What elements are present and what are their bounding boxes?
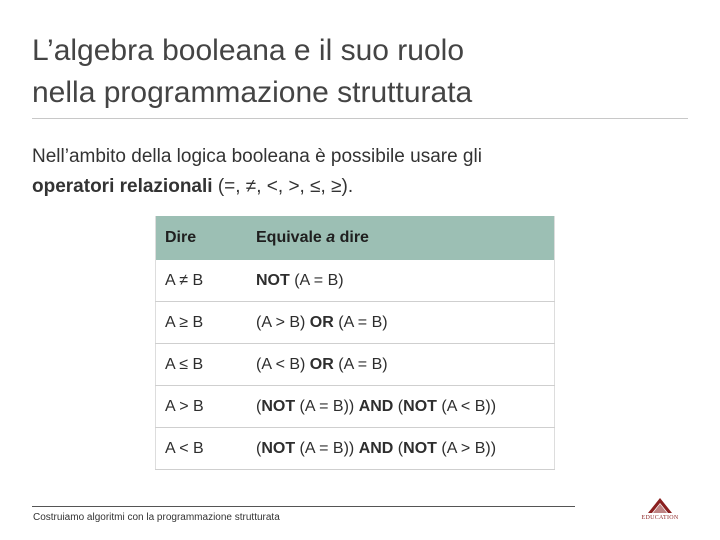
intro-paragraph — [32, 142, 672, 202]
header-equivale-prefix: Equivale — [256, 229, 327, 246]
cell-dire: A ≤ B — [156, 344, 257, 386]
expression-text: ( — [393, 397, 404, 415]
expression-text: (A = B) — [333, 313, 388, 331]
relational-operators-table — [155, 216, 555, 470]
table-row — [156, 302, 555, 344]
boolean-keyword: NOT — [261, 439, 296, 457]
table-header-row — [156, 216, 555, 260]
table-row — [156, 260, 555, 302]
cell-equivalent — [256, 428, 555, 470]
cell-dire: A ≠ B — [156, 260, 257, 302]
expression-text: (A = B)) — [295, 397, 359, 415]
expression-text: (A < B)) — [436, 397, 497, 415]
intro-operators: (=, ≠, <, >, ≤, ≥). — [212, 176, 354, 197]
expression-text: (A > B)) — [436, 439, 497, 457]
table-body — [156, 260, 555, 470]
header-equivale-suffix: dire — [335, 229, 369, 246]
title-divider — [32, 118, 688, 119]
boolean-keyword: NOT — [403, 439, 437, 457]
expression-text: (A = B)) — [295, 439, 359, 457]
expression-text: ( — [393, 439, 404, 457]
expression-text: (A = B) — [333, 355, 388, 373]
table-row — [156, 344, 555, 386]
slide-title — [32, 30, 692, 114]
expression-text: ( — [256, 397, 262, 415]
boolean-keyword: AND — [358, 439, 394, 457]
boolean-keyword: OR — [309, 313, 334, 331]
cell-dire: A ≥ B — [156, 302, 257, 344]
expression-text: (A > B) — [256, 313, 310, 331]
cell-dire: A > B — [156, 386, 257, 428]
header-dire: Dire — [156, 216, 257, 260]
cell-equivalent — [256, 260, 555, 302]
table-row — [156, 386, 555, 428]
expression-text: (A < B) — [256, 355, 310, 373]
header-equivale-italic: a — [326, 229, 336, 246]
title-line-1: L’algebra booleana e il suo ruolo — [32, 34, 464, 67]
boolean-keyword: AND — [358, 397, 394, 415]
footer-caption: Costruiamo algoritmi con la programmazione strutturata — [33, 512, 280, 523]
cell-equivalent — [256, 344, 555, 386]
footer-divider — [32, 506, 575, 507]
cell-equivalent — [256, 386, 555, 428]
logo-label: EDUCATION — [641, 515, 679, 521]
intro-text: Nell’ambito della logica booleana è possibile usare gli — [32, 146, 482, 167]
expression-text: (A = B) — [289, 271, 344, 289]
boolean-keyword: NOT — [256, 271, 290, 289]
cell-equivalent — [256, 302, 555, 344]
boolean-keyword: NOT — [403, 397, 437, 415]
boolean-keyword: NOT — [261, 397, 296, 415]
table-row — [156, 428, 555, 470]
intro-bold-term: operatori relazionali — [32, 176, 213, 197]
title-line-2: nella programmazione strutturata — [32, 76, 473, 109]
expression-text: ( — [256, 439, 262, 457]
cell-dire: A < B — [156, 428, 257, 470]
header-equivale — [256, 216, 555, 260]
boolean-keyword: OR — [309, 355, 334, 373]
